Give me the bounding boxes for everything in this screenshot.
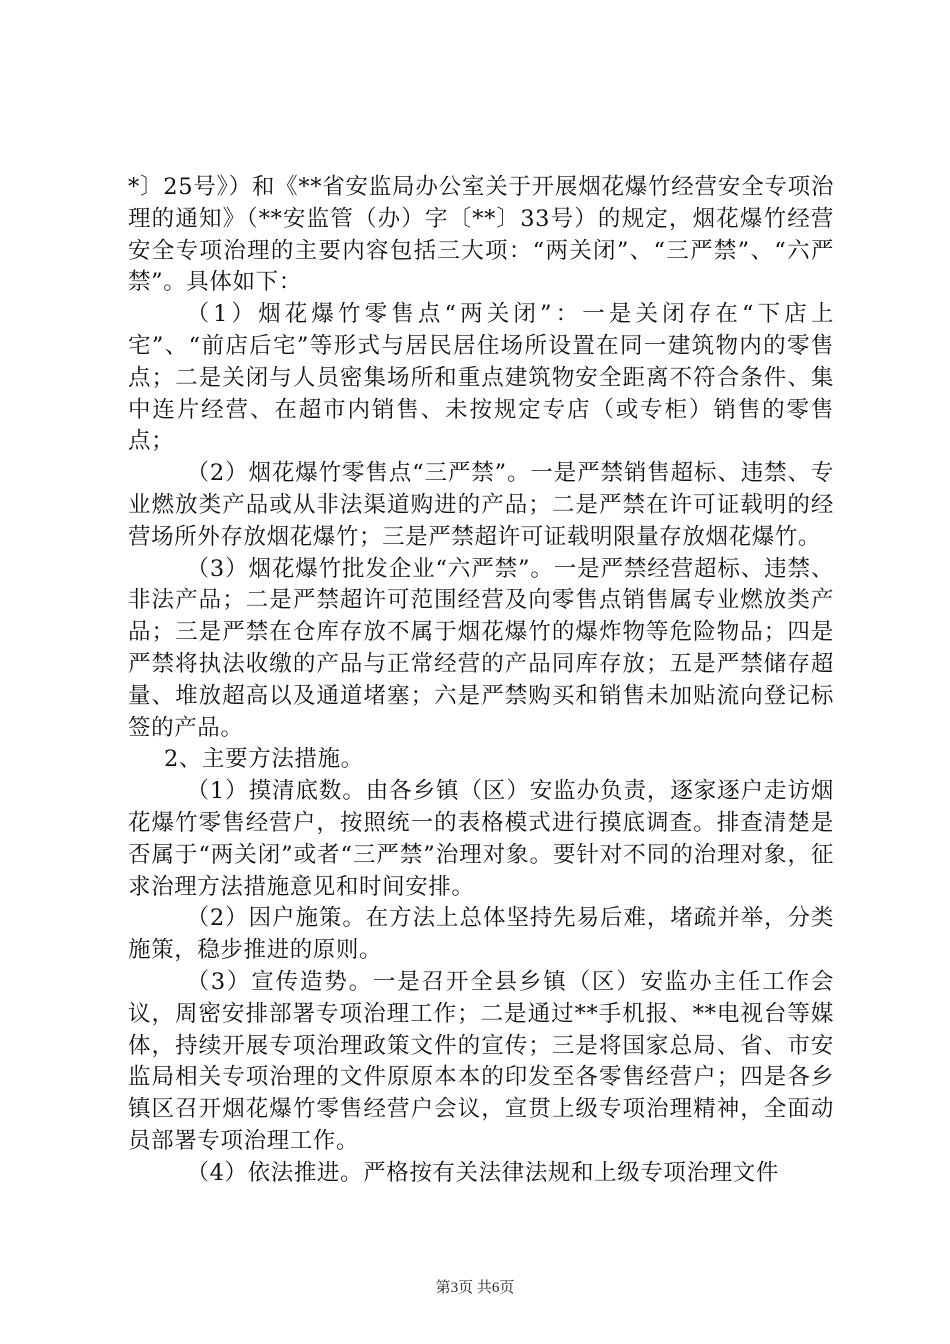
section-heading-methods: 2、主要方法措施。 — [164, 746, 364, 773]
paragraph-three-prohibitions: （2）烟花爆竹零售点“三严禁”。一是严禁销售超标、违禁、专业燃放类产品或从非法渠道购进的产品；二是严禁在许可证载明的经营场所外存放烟花爆竹；三是严禁超许可证载明限量存放烟花爆竹。 — [128, 460, 834, 550]
paragraph-six-prohibitions: （3）烟花爆竹批发企业“六严禁”。一是严禁经营超标、违禁、非法产品；二是严禁超许可范围经营及向零售点销售属专业燃放类产品；三是严禁在仓库存放不属于烟花爆竹的爆炸物等危险物品；四是严禁将执法收缴的产品与正常经营的产品同库存放；五是严禁储存超量、堆放超高以及通道堵塞；六是严禁购买和销售未加贴流向登记标签的产品。 — [128, 555, 834, 741]
paragraph-survey: （1）摸清底数。由各乡镇（区）安监办负责，逐家逐户走访烟花爆竹零售经营户，按照统一的表格模式进行摸底调查。排查清楚是否属于“两关闭”或者“三严禁”治理对象。要针对不同的治理对象，征求治理方法措施意见和时间安排。 — [128, 778, 834, 900]
document-body — [128, 172, 834, 1190]
paragraph-tailored-policy: （2）因户施策。在方法上总体坚持先易后难，堵疏并举，分类施策，稳步推进的原则。 — [128, 905, 834, 964]
page-footer: 第3页 共6页 — [435, 1280, 515, 1296]
paragraph-intro: *〕25号》）和《**省安监局办公室关于开展烟花爆竹经营安全专项治理的通知》（**安监管（办）字〔**〕33号）的规定，烟花爆竹经营安全专项治理的主要内容包括三大项：“两关闭”、“三严禁”、“六严禁”。具体如下： — [128, 174, 834, 296]
paragraph-lawful-advance: （4）依法推进。严格按有关法律法规和上级专项治理文件 — [186, 1159, 779, 1186]
paragraph-two-closures: （1）烟花爆竹零售点“两关闭”：一是关闭存在“下店上宅”、“前店后宅”等形式与居民居住场所设置在同一建筑物内的零售点；二是关闭与人员密集场所和重点建筑物安全距离不符合条件、集中连片经营、在超市内销售、未按规定专店（或专柜）销售的零售点； — [128, 301, 834, 455]
paragraph-publicity: （3）宣传造势。一是召开全县乡镇（区）安监办主任工作会议，周密安排部署专项治理工作；二是通过**手机报、**电视台等媒体，持续开展专项治理政策文件的宣传；三是将国家总局、省、市安监局相关专项治理的文件原原本本的印发至各零售经营户；四是各乡镇区召开烟花爆竹零售经营户会议，宣贯上级专项治理精神，全面动员部署专项治理工作。 — [128, 968, 834, 1154]
